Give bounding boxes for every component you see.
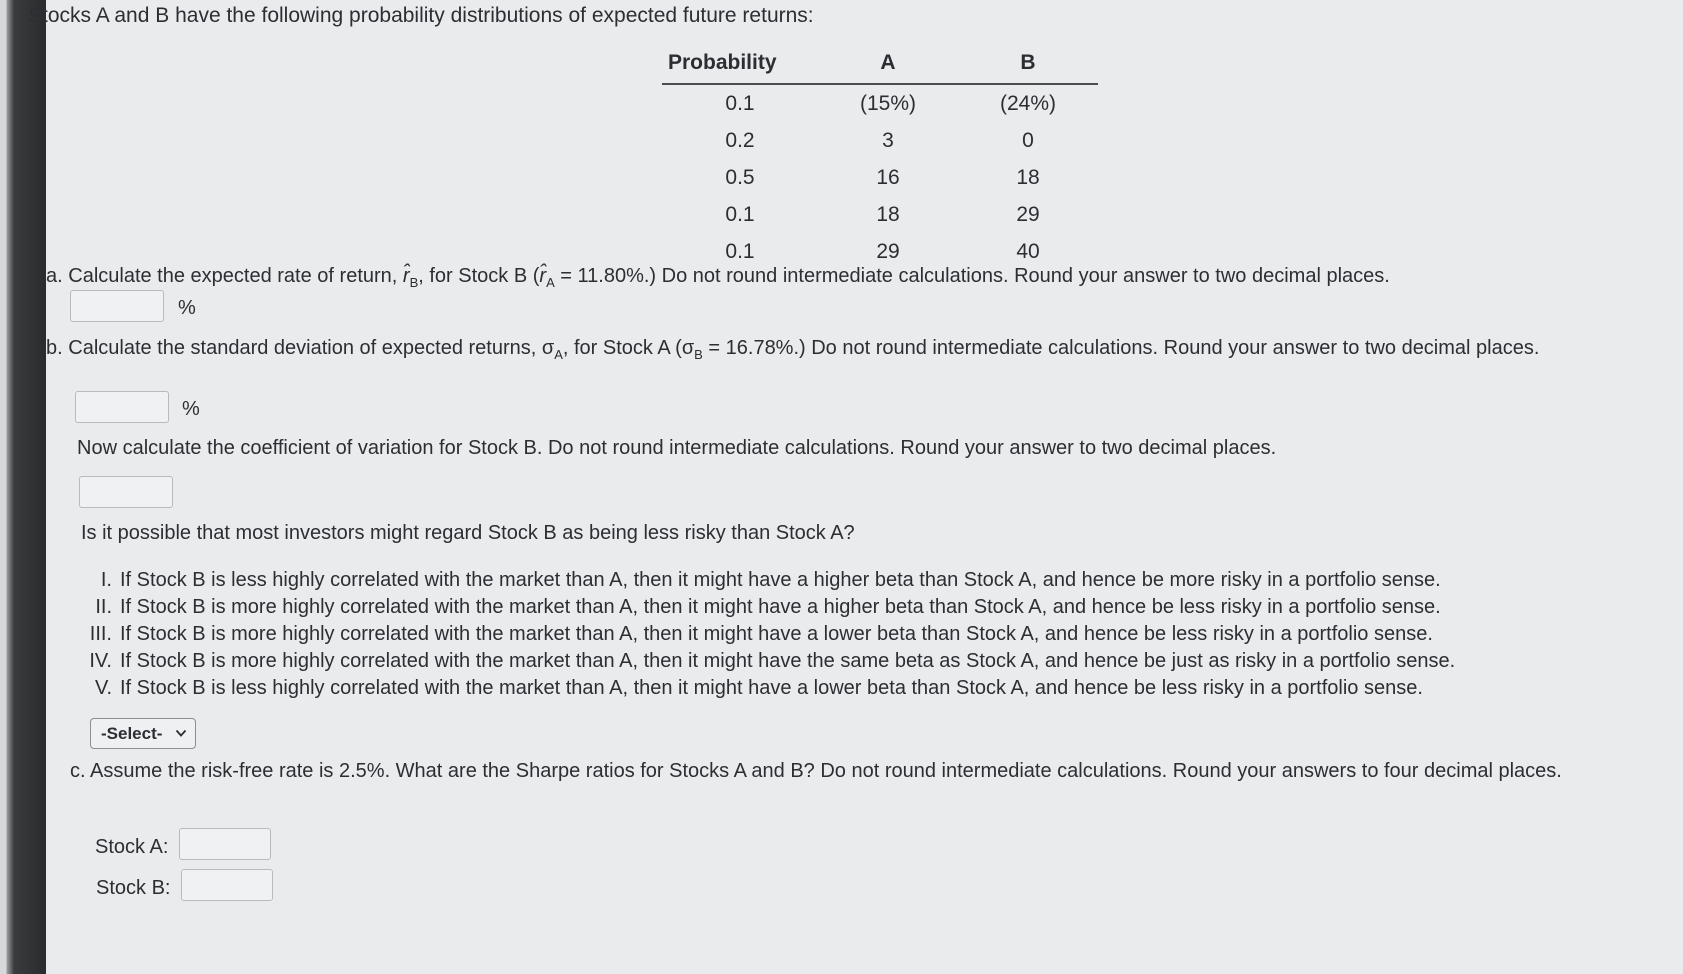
table-row [662, 196, 1098, 233]
option-text: If Stock B is less highly correlated with the market than A, then it might have a lower beta than Stock A, and hence be less risky in a portfolio sense. [120, 677, 1423, 699]
chevron-down-icon [175, 727, 187, 739]
screen-bezel-left [0, 0, 46, 974]
part-b-letter: b. [46, 337, 63, 359]
part-c-letter: c. [70, 760, 86, 782]
intro-text: Stocks A and B have the following probability distributions of expected future returns: [28, 4, 814, 27]
cell-a: 3 [882, 128, 894, 152]
symbol-r-hat-a: r̂ [539, 265, 547, 287]
cell-a: 16 [876, 165, 900, 189]
coefficient-of-variation-input[interactable] [79, 476, 173, 508]
header-probability: Probability [662, 45, 818, 84]
part-a-question [46, 265, 1390, 290]
cell-b: 29 [1016, 202, 1040, 226]
option-iii [76, 621, 1455, 648]
option-ii [76, 594, 1455, 621]
option-text: If Stock B is more highly correlated with the market than A, then it might have a lower beta than Stock A, and hence be less risky in a portfolio sense. [120, 623, 1433, 645]
cell-probability: 0.5 [725, 165, 755, 189]
part-a-letter: a. [46, 265, 63, 287]
part-c-question [70, 755, 1570, 787]
std-dev-a-input[interactable] [75, 391, 169, 423]
table-header-row [662, 45, 1098, 84]
risk-question: Is it possible that most investors might regard Stock B as being less risky than Stock A? [81, 522, 855, 544]
options-list [76, 567, 1455, 702]
question-panel [28, 0, 1683, 974]
subscript-a: A [546, 275, 555, 290]
subscript-b: B [694, 347, 703, 362]
table-row [662, 122, 1098, 159]
option-text: If Stock B is more highly correlated with the market than A, then it might have the same beta as Stock A, and hence be just as risky in a portfolio sense. [120, 650, 1456, 672]
risk-answer-select[interactable] [90, 718, 196, 749]
option-number: V. [94, 677, 112, 699]
part-b-text-2: , for Stock A (σ [562, 337, 695, 359]
cell-a: 18 [876, 202, 900, 226]
sharpe-ratio-b-input[interactable] [181, 869, 273, 901]
part-b-text-3: = 16.78%.) Do not round intermediate calculations. Round your answer to two decimal places. [702, 337, 1540, 359]
option-text: If Stock B is more highly correlated with the market than A, then it might have a higher beta than Stock A, and hence be less risky in a portfolio sense. [120, 596, 1441, 618]
cell-a: 29 [876, 239, 900, 263]
cv-question: Now calculate the coefficient of variation for Stock B. Do not round intermediate calculations. Round your answer to two decimal places. [77, 437, 1277, 459]
option-text: If Stock B is less highly correlated with the market than A, then it might have a higher beta than Stock A, and hence be more risky in a portfolio sense. [120, 569, 1441, 591]
cell-probability: 0.1 [725, 202, 755, 226]
stock-a-label: Stock A: [95, 836, 169, 858]
header-a: A [818, 45, 958, 84]
select-label: -Select- [101, 723, 163, 743]
subscript-a: A [554, 347, 563, 362]
option-v [76, 675, 1455, 702]
part-a-text-3: = 11.80%.) Do not round intermediate calculations. Round your answer to two decimal places. [554, 265, 1390, 287]
probability-table [662, 45, 1098, 270]
stock-b-label: Stock B: [96, 877, 171, 899]
option-i [76, 567, 1455, 594]
cell-b: 18 [1016, 165, 1040, 189]
cell-b: 0 [1022, 128, 1034, 152]
percent-unit-b: % [182, 398, 200, 420]
option-number: II. [95, 596, 112, 618]
option-number: III. [89, 623, 112, 645]
cell-probability: 0.1 [725, 91, 755, 115]
expected-return-b-input[interactable] [70, 290, 164, 322]
cell-b: 40 [1016, 239, 1040, 263]
part-b-question [46, 332, 1556, 371]
part-a-text-2: , for Stock B ( [418, 265, 540, 287]
subscript-b: B [409, 275, 419, 290]
percent-unit-a: % [178, 297, 196, 319]
part-c-text: Assume the risk-free rate is 2.5%. What are the Sharpe ratios for Stocks A and B? Do not round intermediate calculations. Round your answers to four decimal places. [90, 760, 1562, 782]
header-b: B [958, 45, 1098, 84]
option-number: I. [100, 569, 112, 591]
cell-probability: 0.1 [725, 239, 755, 263]
cell-b: (24%) [999, 91, 1057, 115]
table-row [662, 159, 1098, 196]
option-number: IV. [89, 650, 112, 672]
symbol-r-hat-b: r̂ [402, 265, 410, 287]
cell-a: (15%) [859, 91, 917, 115]
part-a-text-1: Calculate the expected rate of return, [68, 265, 403, 287]
table-row [662, 84, 1098, 122]
sharpe-ratio-a-input[interactable] [179, 828, 271, 860]
option-iv [76, 648, 1455, 675]
cell-probability: 0.2 [725, 128, 755, 152]
part-b-text-1: Calculate the standard deviation of expected returns, σ [68, 337, 555, 359]
